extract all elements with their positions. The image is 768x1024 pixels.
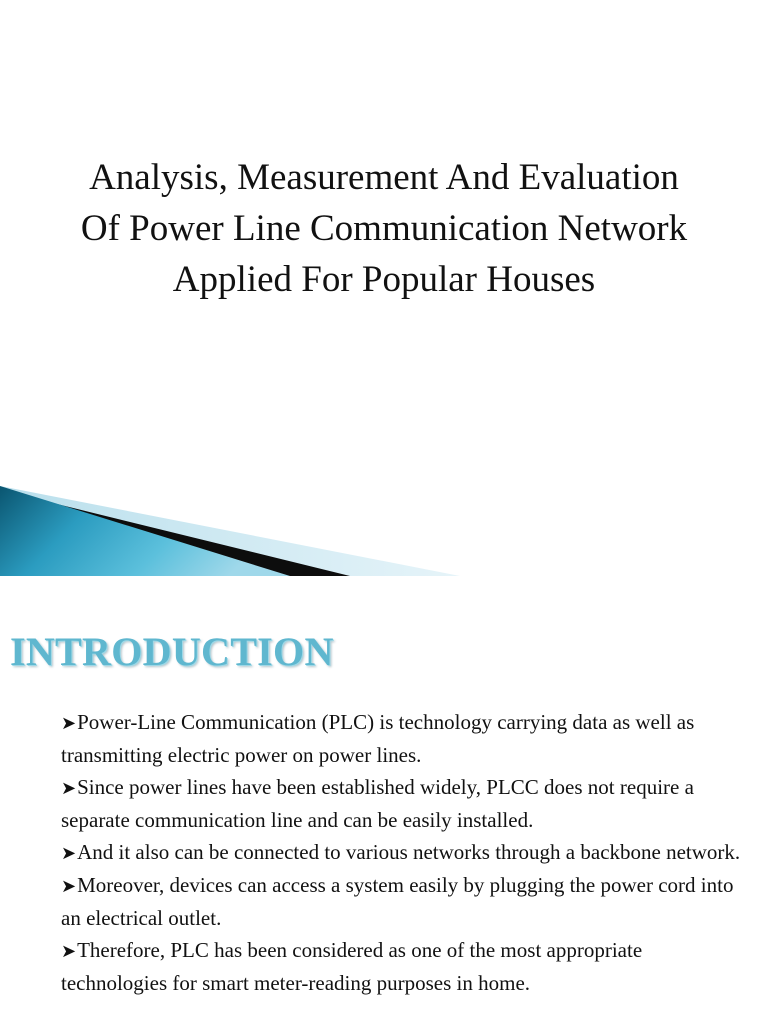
bullet-text: Since power lines have been established widely, PLCC does not require a separate communication line and can be easily installed. — [61, 775, 694, 832]
bullet-text: Therefore, PLC has been considered as one of the most appropriate technologies for smart meter-reading purposes in home. — [61, 938, 643, 995]
bullet-item — [61, 836, 751, 869]
bullet-text: Moreover, devices can access a system easily by plugging the power cord into an electrical outlet. — [61, 873, 734, 930]
slide-title — [0, 152, 768, 305]
title-line: Applied For Popular Houses — [172, 259, 596, 300]
title-line: Analysis, Measurement And Evaluation — [89, 157, 679, 198]
arrowhead-bullet-icon: ➤ — [61, 843, 77, 863]
section-heading: INTRODUCTION — [10, 629, 334, 674]
bullet-text: Power-Line Communication (PLC) is technology carrying data as well as transmitting electric power on power lines. — [61, 710, 695, 767]
bullet-item — [61, 771, 751, 836]
arrowhead-bullet-icon: ➤ — [61, 778, 77, 798]
bullet-list — [61, 706, 751, 999]
arrowhead-bullet-icon: ➤ — [61, 876, 77, 896]
bullet-text: And it also can be connected to various networks through a backbone network. — [77, 840, 741, 864]
decorative-swoosh — [0, 476, 460, 576]
bullet-item — [61, 934, 751, 999]
arrowhead-bullet-icon: ➤ — [61, 713, 77, 733]
title-line: Of Power Line Communication Network — [80, 208, 688, 249]
bullet-item — [61, 706, 751, 771]
swoosh-teal-band — [0, 486, 290, 576]
bullet-item — [61, 869, 751, 934]
introduction-slide — [0, 576, 768, 1024]
arrowhead-bullet-icon: ➤ — [61, 941, 77, 961]
